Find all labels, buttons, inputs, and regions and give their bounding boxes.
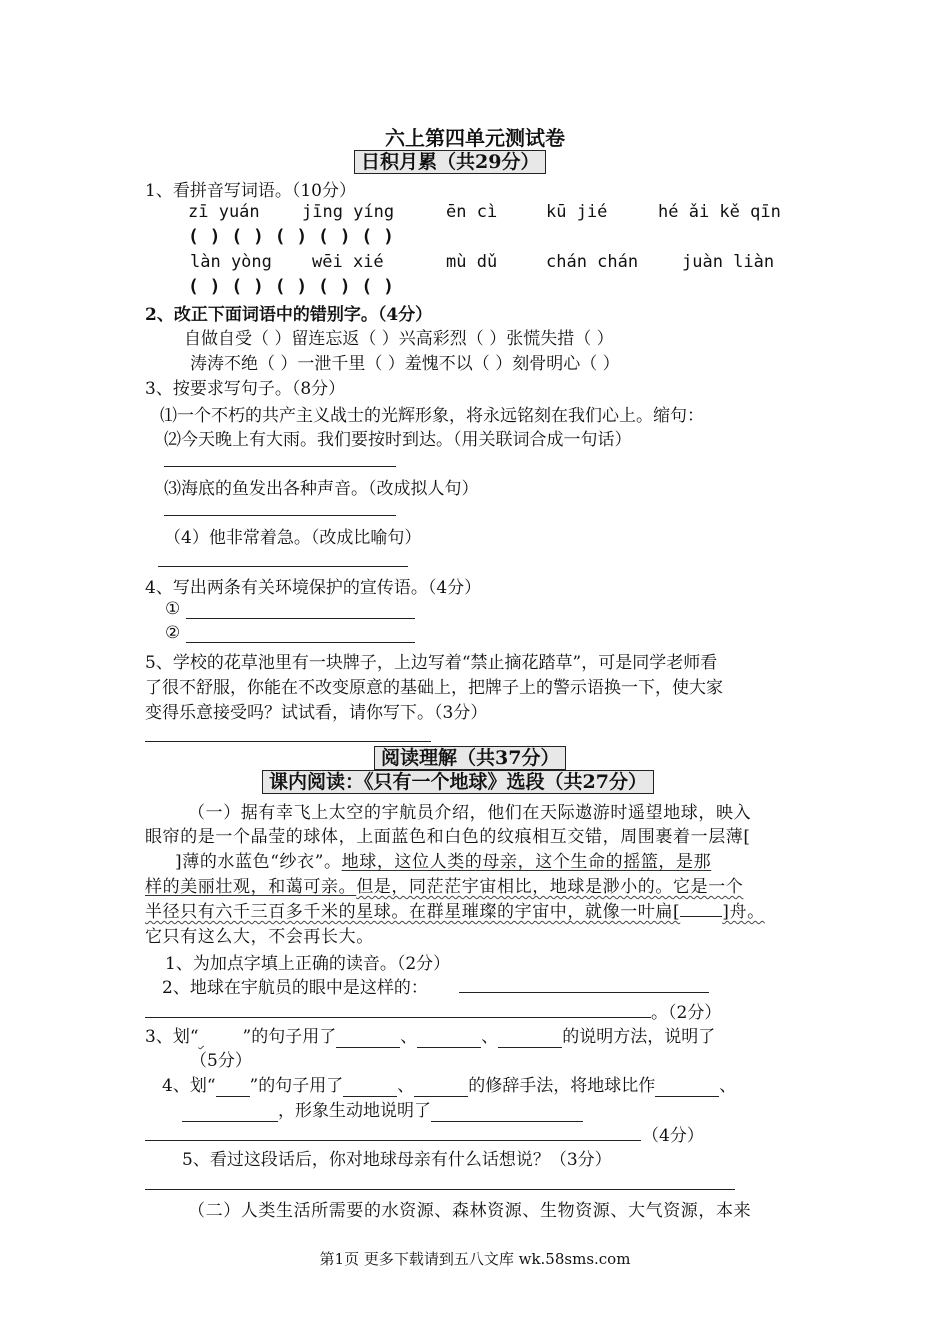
question-5-line-2: 了很不舒服，你能在不改变原意的基础上，把牌子上的警示语换一下，使大家 (145, 678, 723, 698)
question-2-label: 2、改正下面词语中的错别字。（4分） (145, 305, 433, 325)
answer-line[interactable] (186, 642, 415, 643)
blank[interactable] (414, 1076, 468, 1097)
q4-text: ”的句子用了 (249, 1076, 344, 1096)
question-3-label: 3、按要求写句子。（8分） (145, 379, 346, 399)
page-title: 六上第四单元测试卷 (385, 126, 565, 150)
reading-question-4 (162, 1071, 736, 1097)
underlined-sentence: 样的美丽壮观，和蔼可亲。 (145, 877, 357, 897)
answer-brackets-row-2: ( ) ( ) ( ) ( ) ( ) (188, 276, 394, 297)
typo-line-2: 涛涛不绝（ ）一泄千里（ ）羞愧不以（ ）刻骨明心（ ） (190, 354, 620, 374)
pinyin-2-3: mù dǔ (446, 252, 498, 272)
blank[interactable] (498, 1027, 562, 1048)
reading-question-2-end: 。（2分） (651, 1003, 722, 1023)
pinyin-1-2: jīng yíng (302, 202, 395, 222)
reading-question-4-score: （4分） (642, 1126, 704, 1146)
answer-line[interactable] (164, 515, 396, 516)
passage-line-5 (145, 897, 765, 922)
question-5-line-1: 5、学校的花草池里有一块牌子，上边写着“禁止摘花踏草”，可是同学老师看 (145, 653, 718, 673)
slogan-marker-2: ② (165, 623, 181, 643)
pinyin-2-5: juàn liàn (682, 252, 775, 272)
question-1-label: 1、看拼音写词语。（10分） (145, 181, 356, 201)
answer-line[interactable] (145, 741, 431, 742)
pinyin-1-3: ēn cì (446, 202, 498, 222)
sentence-task-3: ⑶海底的鱼发出各种声音。（改成拟人句） (164, 479, 479, 499)
answer-line[interactable] (164, 466, 396, 467)
answer-line[interactable] (186, 618, 415, 619)
section-heading-accumulation: 日积月累（共29分） (354, 150, 546, 174)
sentence-task-2: ⑵今天晚上有大雨。我们要按时到达。（用关联词合成一句话） (164, 430, 632, 450)
reading-question-3 (145, 1022, 715, 1048)
blank[interactable] (431, 1101, 583, 1122)
q4-text: ，形象生动地说明了 (278, 1101, 431, 1121)
pinyin-1-5: hé ǎi kě qīn (658, 202, 781, 222)
blank[interactable] (182, 1101, 278, 1122)
reading-question-2: 2、地球在宇航员的眼中是这样的： (162, 978, 428, 998)
blank[interactable] (417, 1027, 481, 1048)
q3-sep: 、 (400, 1027, 418, 1047)
passage-line-3 (175, 847, 711, 872)
pinyin-2-1: làn yòng (190, 252, 272, 272)
passage-line-4 (145, 872, 743, 897)
page-footer: 第1页 更多下载请到五八文库 wk.58sms.com (319, 1250, 631, 1268)
answer-line[interactable] (145, 1189, 735, 1190)
reading-question-4-cont (182, 1096, 583, 1122)
q4-sep: 、 (397, 1076, 415, 1096)
pinyin-1-1: zī yuán (188, 202, 260, 222)
blank[interactable] (336, 1027, 400, 1048)
passage-line-1: （一）据有幸飞上太空的宇航员介绍，他们在天际遨游时遥望地球，映入 (188, 803, 752, 823)
passage-2-line-1: （二）人类生活所需要的水资源、森林资源、生物资源、大气资源，本来 (188, 1201, 752, 1221)
question-4-label: 4、写出两条有关环境保护的宣传语。（4分） (145, 578, 482, 598)
q4-text: 的修辞手法，将地球比作 (468, 1076, 656, 1096)
reading-question-1: 1、为加点字填上正确的读音。（2分） (165, 954, 451, 974)
q3-sep: 、 (481, 1027, 499, 1047)
blank[interactable] (343, 1076, 397, 1097)
question-5-line-3: 变得乐意接受吗？试试看，请你写下。（3分） (145, 703, 488, 723)
section-subheading-passage: 课内阅读：《只有一个地球》选段（共27分） (262, 770, 654, 794)
answer-line[interactable] (145, 1017, 651, 1018)
reading-question-3-score: （5分） (190, 1051, 252, 1071)
q3-text: ”的句子用了 (242, 1027, 337, 1047)
sentence-task-4: （4）他非常着急。（改成比喻句） (164, 528, 422, 548)
q4-prefix: 4、划“ (162, 1076, 216, 1096)
wavy-mark-sample (199, 1027, 243, 1047)
wavy-underlined-sentence: ]舟。 (722, 902, 765, 922)
passage-line-2: 眼帘的是一个晶莹的球体，上面蓝色和白色的纹痕相互交错，周围裹着一层薄[ (145, 827, 751, 847)
sentence-task-1: ⑴一个不朽的共产主义战士的光辉形象，将永远铭刻在我们心上。缩句： (160, 406, 704, 426)
reading-question-5: 5、看过这段话后，你对地球母亲有什么话想说？（3分） (182, 1150, 612, 1170)
section-heading-reading: 阅读理解（共37分） (374, 746, 566, 770)
pinyin-2-4: chán chán (546, 252, 639, 272)
typo-line-1: 自做自受（ ）留连忘返（ ）兴高彩烈（ ）张慌失措（ ） (184, 329, 614, 349)
blank[interactable] (655, 1076, 719, 1097)
wavy-underlined-sentence: 但是，同茫茫宇宙相比，地球是渺小的。它是一个 (356, 877, 744, 897)
blank-pinyin[interactable] (680, 916, 722, 917)
q3-prefix: 3、划“ (145, 1027, 199, 1047)
pinyin-1-4: kū jié (546, 202, 608, 222)
answer-brackets-row-1: ( ) ( ) ( ) ( ) ( ) (188, 226, 394, 247)
q3-text-end: 的说明方法，说明了 (562, 1027, 716, 1047)
answer-line[interactable] (145, 1140, 641, 1141)
straight-mark-sample (216, 1076, 250, 1097)
slogan-marker-1: ① (165, 599, 181, 619)
answer-line[interactable] (158, 566, 408, 567)
underlined-sentence: 地球，这位人类的母亲，这个生命的摇篮，是那 (341, 852, 712, 872)
q4-sep: 、 (719, 1076, 737, 1096)
wavy-underlined-sentence: 半径只有六千三百多千米的星球。在群星璀璨的宇宙中，就像一叶扁[ (145, 902, 681, 922)
pinyin-2-2: wēi xié (312, 252, 384, 272)
passage-fragment: ]薄的水蓝色“纱衣”。 (175, 852, 342, 872)
answer-line[interactable] (459, 992, 709, 993)
passage-line-6: 它只有这么大，不会再长大。 (145, 927, 374, 947)
